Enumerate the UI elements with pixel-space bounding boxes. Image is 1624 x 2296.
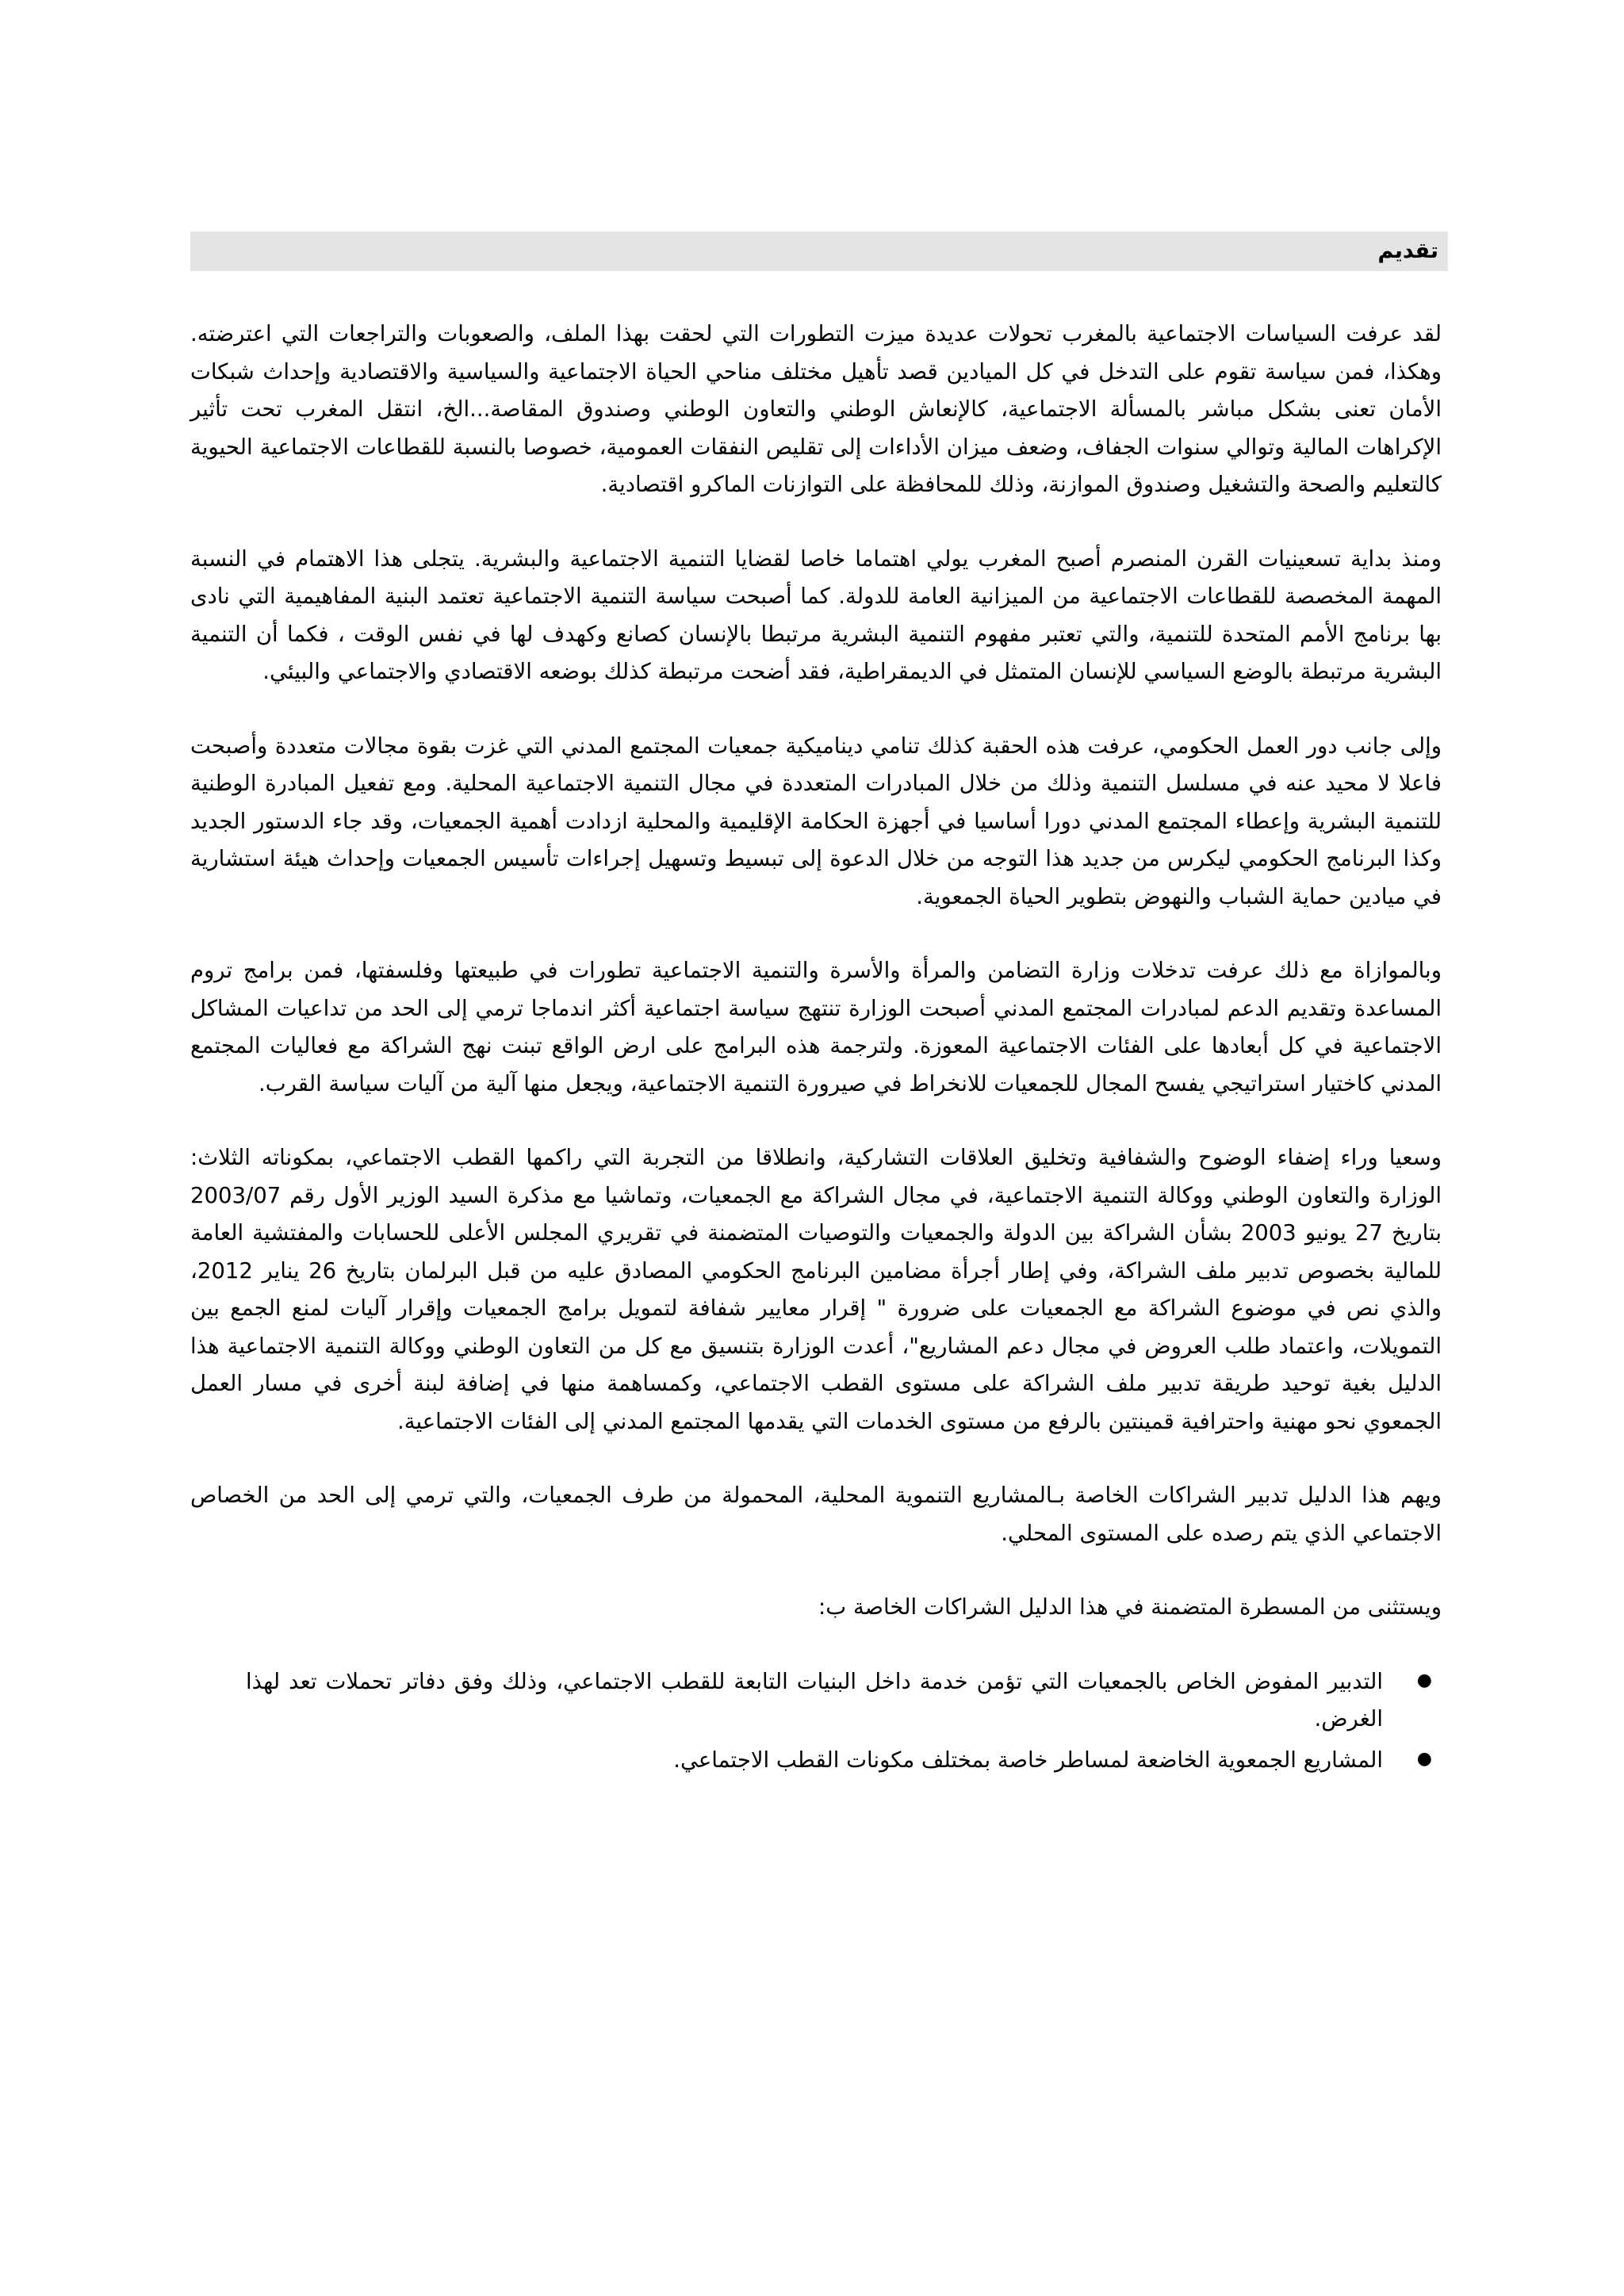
paragraph-guide-scope: ويهم هذا الدليل تدبير الشراكات الخاصة بـالمشاريع التنموية المحلية، المحمولة من طرف الجمعيات، والتي ترمي إلى الحد من الخصاص الاجتماعي الذي يتم رصده على المستوى المحلي. bbox=[190, 1483, 1442, 1546]
list-item-text: المشاريع الجمعوية الخاضعة لمساطر خاصة بمختلف مكونات القطب الاجتماعي. bbox=[673, 1747, 1383, 1773]
bullet-icon: ● bbox=[1416, 1670, 1432, 1690]
paragraph-social-policy-history: لقد عرفت السياسات الاجتماعية بالمغرب تحولات عديدة ميزت التطورات التي لحقت بهذا الملف، والصعوبات والتراجعات التي اعترضته. وهكذا، فمن سياسة تقوم على التدخل في كل الميادين قصد تأهيل مختلف مناحي الحياة الاجتماعية والسياسية والاقتصادية وإحداث شبكات الأمان تعنى بشكل مباشر بالمسألة الاجتماعية، كالإنعاش الوطني والتعاون الوطني وصندوق المقاصة...الخ، انتقل المغرب تحت تأثير الإكراهات المالية وتوالي سنوات الجفاف، وضعف ميزان الأداءات إلى تقليص النفقات العمومية، خصوصا بالنسبة للقطاعات الاجتماعية الحيوية كالتعليم والصحة والتشغيل وصندوق الموازنة، وذلك للمحافظة على التوازنات الماكرو اقتصادية. bbox=[190, 321, 1442, 497]
list-item bbox=[190, 1663, 1448, 1739]
paragraph-ministry-interventions: وبالموازاة مع ذلك عرفت تدخلات وزارة التضامن والمرأة والأسرة والتنمية الاجتماعية تطورات في طبيعتها وفلسفتها، فمن برامج تروم المساعدة وتقديم الدعم لمبادرات المجتمع المدني أصبحت الوزارة تنتهج سياسة اجتماعية أكثر اندماجا ترمي إلى الحد من تداعيات المشاكل الاجتماعية في كل أبعادها على الفئات الاجتماعية المعوزة. ولترجمة هذه البرامج على ارض الواقع تبنت نهج الشراكة مع فعاليات المجتمع المدني كاختيار استراتيجي يفسح المجال للجمعيات للانخراط في صيرورة التنمية الاجتماعية، ويجعل منها آلية من آليات سياسة القرب. bbox=[190, 958, 1442, 1096]
paragraph-civil-society: وإلى جانب دور العمل الحكومي، عرفت هذه الحقبة كذلك تنامي ديناميكية جمعيات المجتمع المدني التي غزت بقوة مجالات متعددة وأصبحت فاعلا لا محيد عنه في مسلسل التنمية وذلك من خلال المبادرات المتعددة في مجال التنمية الاجتماعية المحلية. ومع تفعيل المبادرة الوطنية للتنمية البشرية وإعطاء المجتمع المدني دورا أساسيا في أجهزة الحكامة الإقليمية والمحلية ازدادت أهمية الجمعيات، وقد جاء الدستور الجديد وكذا البرنامج الحكومي ليكرس من جديد هذا التوجه من خلال الدعوة إلى تبسيط وتسهيل إجراءات تأسيس الجمعيات وإحداث هيئة استشارية في ميادين حماية الشباب والنهوض بتطوير الحياة الجمعوية. bbox=[190, 733, 1442, 909]
paragraph-exclusions-intro: ويستثنى من المسطرة المتضمنة في هذا الدليل الشراكات الخاصة ب: bbox=[818, 1594, 1442, 1620]
bullet-icon: ● bbox=[1416, 1748, 1432, 1769]
paragraph-partnership-guide: وسعيا وراء إضفاء الوضوح والشفافية وتخليق العلاقات التشاركية، وانطلاقا من التجربة التي راكمها القطب الاجتماعي، بمكوناته الثلاث: الوزارة والتعاون الوطني ووكالة التنمية الاجتماعية، في مجال الشراكة مع الجمعيات، وتماشيا مع مذكرة السيد الوزير الأول رقم 2003/07 بتاريخ 27 يونيو 2003 بشأن الشراكة بين الدولة والجمعيات والتوصيات المتضمنة في تقريري المجلس الأعلى للحسابات والمفتشية العامة للمالية بخصوص تدبير ملف الشراكة، وفي إطار أجرأة مضامين البرنامج الحكومي المصادق عليه من قبل البرلمان بتاريخ 26 يناير 2012، والذي نص في موضوع الشراكة مع الجمعيات على ضرورة " إقرار معايير شفافة لتمويل برامج الجمعيات وإقرار آليات لمنع الجمع بين التمويلات، واعتماد طلب العروض في مجال دعم المشاريع"، أعدت الوزارة بتنسيق مع كل من التعاون الوطني ووكالة التنمية الاجتماعية هذا الدليل بغية توحيد طريقة تدبير ملف الشراكة على مستوى القطب الاجتماعي، وكمساهمة منها في إضافة لبنة أخرى في مسار العمل الجمعوي نحو مهنية واحترافية قمينتين بالرفع من مستوى الخدمات التي يقدمها المجتمع المدني إلى الفئات الاجتماعية. bbox=[190, 1145, 1442, 1434]
paragraph-human-development: ومنذ بداية تسعينيات القرن المنصرم أصبح المغرب يولي اهتماما خاصا لقضايا التنمية الاجتماعية والبشرية. يتجلى هذا الاهتمام في النسبة المهمة المخصصة للقطاعات الاجتماعية من الميزانية العامة للدولة. كما أصبحت سياسة التنمية الاجتماعية تعتمد البنية المفاهيمية التي نادى بها برنامج الأمم المتحدة للتنمية، والتي تعتبر مفهوم التنمية البشرية مرتبطا بالإنسان كصانع وكهدف لها في نفس الوقت ، فكما أن التنمية البشرية مرتبطة بالوضع السياسي للإنسان المتمثل في الديمقراطية، فقد أضحت مرتبطة كذلك بوضعه الاقتصادي والاجتماعي والبيئي. bbox=[190, 545, 1442, 684]
section-heading: تقديم bbox=[190, 232, 1448, 271]
document-page bbox=[190, 232, 1448, 1782]
exclusions-list bbox=[190, 1663, 1448, 1780]
list-item-text: التدبير المفوض الخاص بالجمعيات التي تؤمن خدمة داخل البنيات التابعة للقطب الاجتماعي، وذلك وفق دفاتر تحملات تعد لهذا الغرض. bbox=[246, 1668, 1383, 1732]
list-item bbox=[190, 1742, 1448, 1780]
